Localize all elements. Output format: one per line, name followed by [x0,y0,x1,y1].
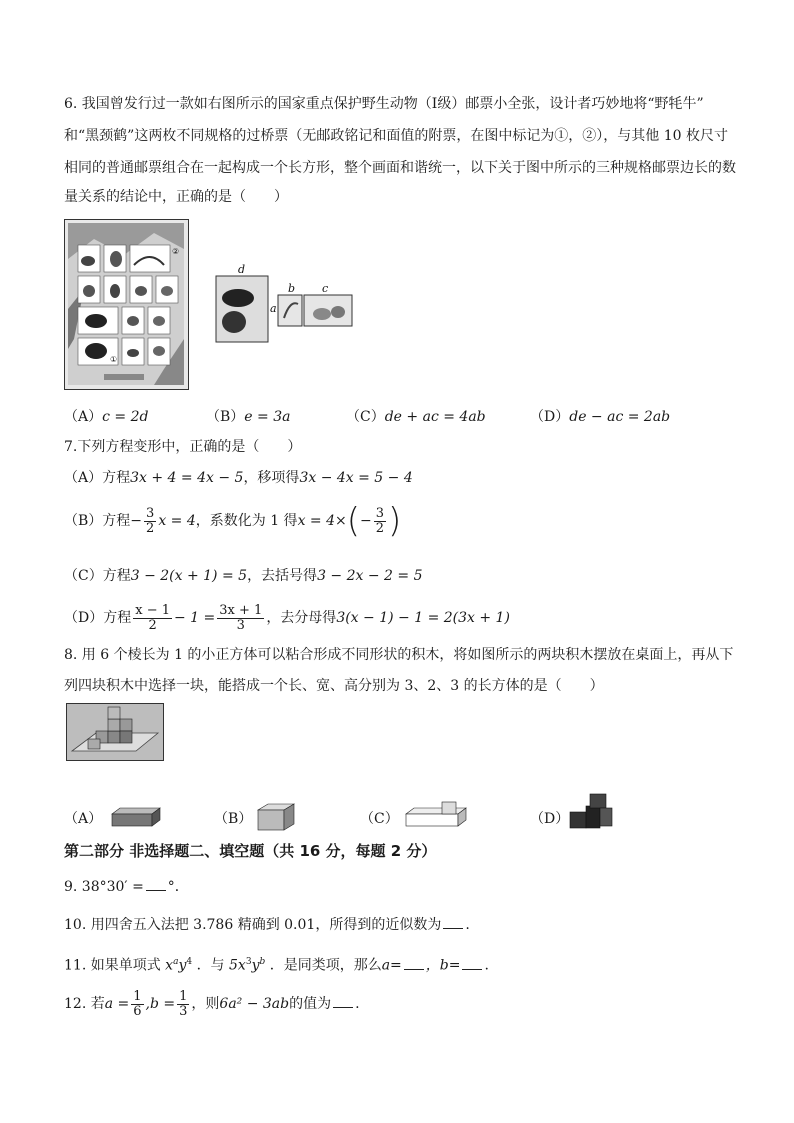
section-2-heading: 第二部分 非选择题二、填空题（共 16 分，每题 2 分） [64,842,437,860]
q8-line1: 8. 用 6 个棱长为 1 的小正方体可以粘合形成不同形状的积木，将如图所示的两块积木摆放在桌面上，再从下 [64,647,734,663]
q8-option-d-label[interactable]: （D） [530,811,570,827]
q6-option-c[interactable]: （C）de + ac = 4ab [346,409,486,425]
q6-line1: 6. 我国曾发行过一款如右图所示的国家重点保护野生动物（Ⅰ级）邮票小全张，设计者巧妙地将“野牦牛” [64,96,704,112]
label-a: a [270,302,277,315]
q8-option-b-block[interactable] [254,800,298,834]
stamp-dimension-diagram [210,262,360,346]
cube-blocks-image [66,703,164,761]
q12-answer-blank[interactable] [333,995,353,1008]
q9: 9. 38°30′ = °． [64,879,189,895]
label-b: b [288,282,296,295]
q8-option-a-label[interactable]: （A） [64,811,103,827]
q7-option-c[interactable]: （C）方程3 − 2(x + 1) = 5，去括号得3 − 2x − 2 = 5 [64,568,423,584]
q10: 10. 用四舍五入法把 3.786 精确到 0.01，所得到的近似数为 . [64,917,470,933]
q8-option-c-block[interactable] [404,800,470,834]
q12: 12. 若a = $\frac{1}{6}$ ,b = $\frac{1}{3}$ ，则6a² − 3ab的值为 . [64,988,360,1019]
q6-line4: 量关系的结论中，正确的是（ ） [64,189,288,205]
mark-2: ② [172,247,180,256]
q8-option-c-label[interactable]: （C） [360,811,399,827]
q9-answer-blank[interactable] [146,878,166,891]
q6-option-a[interactable]: （A）c = 2d [64,409,149,425]
q7-option-a[interactable]: （A）方程3x + 4 = 4x − 5，移项得3x − 4x = 5 − 4 [64,470,413,486]
label-d: d [238,263,246,276]
q6-options [64,406,764,426]
q7-option-d[interactable]: （D）方程 $\frac{x - 1}{2}$ − 1 = $\frac{3x + 1}{3}$ ，去分母得3(x − 1) − 1 = 2(3x + 1) [64,602,510,633]
q6-line2: 和“黑颈鹤”这两枚不同规格的过桥票（无邮政铭记和面值的附票，在图中标记为①，②），与其他 10 枚尺寸 [64,128,729,144]
q11-b-blank[interactable] [462,957,482,970]
stamp-sheet-image [64,219,190,391]
q8-options [64,806,724,834]
q7-stem: 7.下列方程变形中，正确的是（ ） [64,439,302,455]
mark-1: ① [110,355,118,364]
q6-line3: 相同的普通邮票组合在一起构成一个长方形，整个画面和谐统一，以下关于图中所示的三种规格邮票边长的数 [64,160,736,176]
q8-option-d-block[interactable] [566,792,618,832]
q6-option-b[interactable]: （B）e = 3a [206,409,291,425]
q7-option-b[interactable]: （B）方程− $\frac{3}{2}$ x = 4，系数化为 1 得x = 4×(− $\frac{3}{2}$ ) [64,501,402,541]
q11-a-blank[interactable] [404,957,424,970]
q8-option-b-label[interactable]: （B） [214,811,253,827]
label-c: c [322,282,329,295]
q8-line2: 列四块积木中选择一块，能搭成一个长、宽、高分别为 3、2、3 的长方体的是（ ） [64,678,604,694]
q10-answer-blank[interactable] [443,916,463,929]
q8-option-a-block[interactable] [110,806,162,828]
q11: 11. 如果单项式 $x^ay^4$ ．与 $5x^3y^b$ ．是同类项，那么a= ，b= . [64,957,489,974]
q6-option-d[interactable]: （D）de − ac = 2ab [530,409,671,425]
